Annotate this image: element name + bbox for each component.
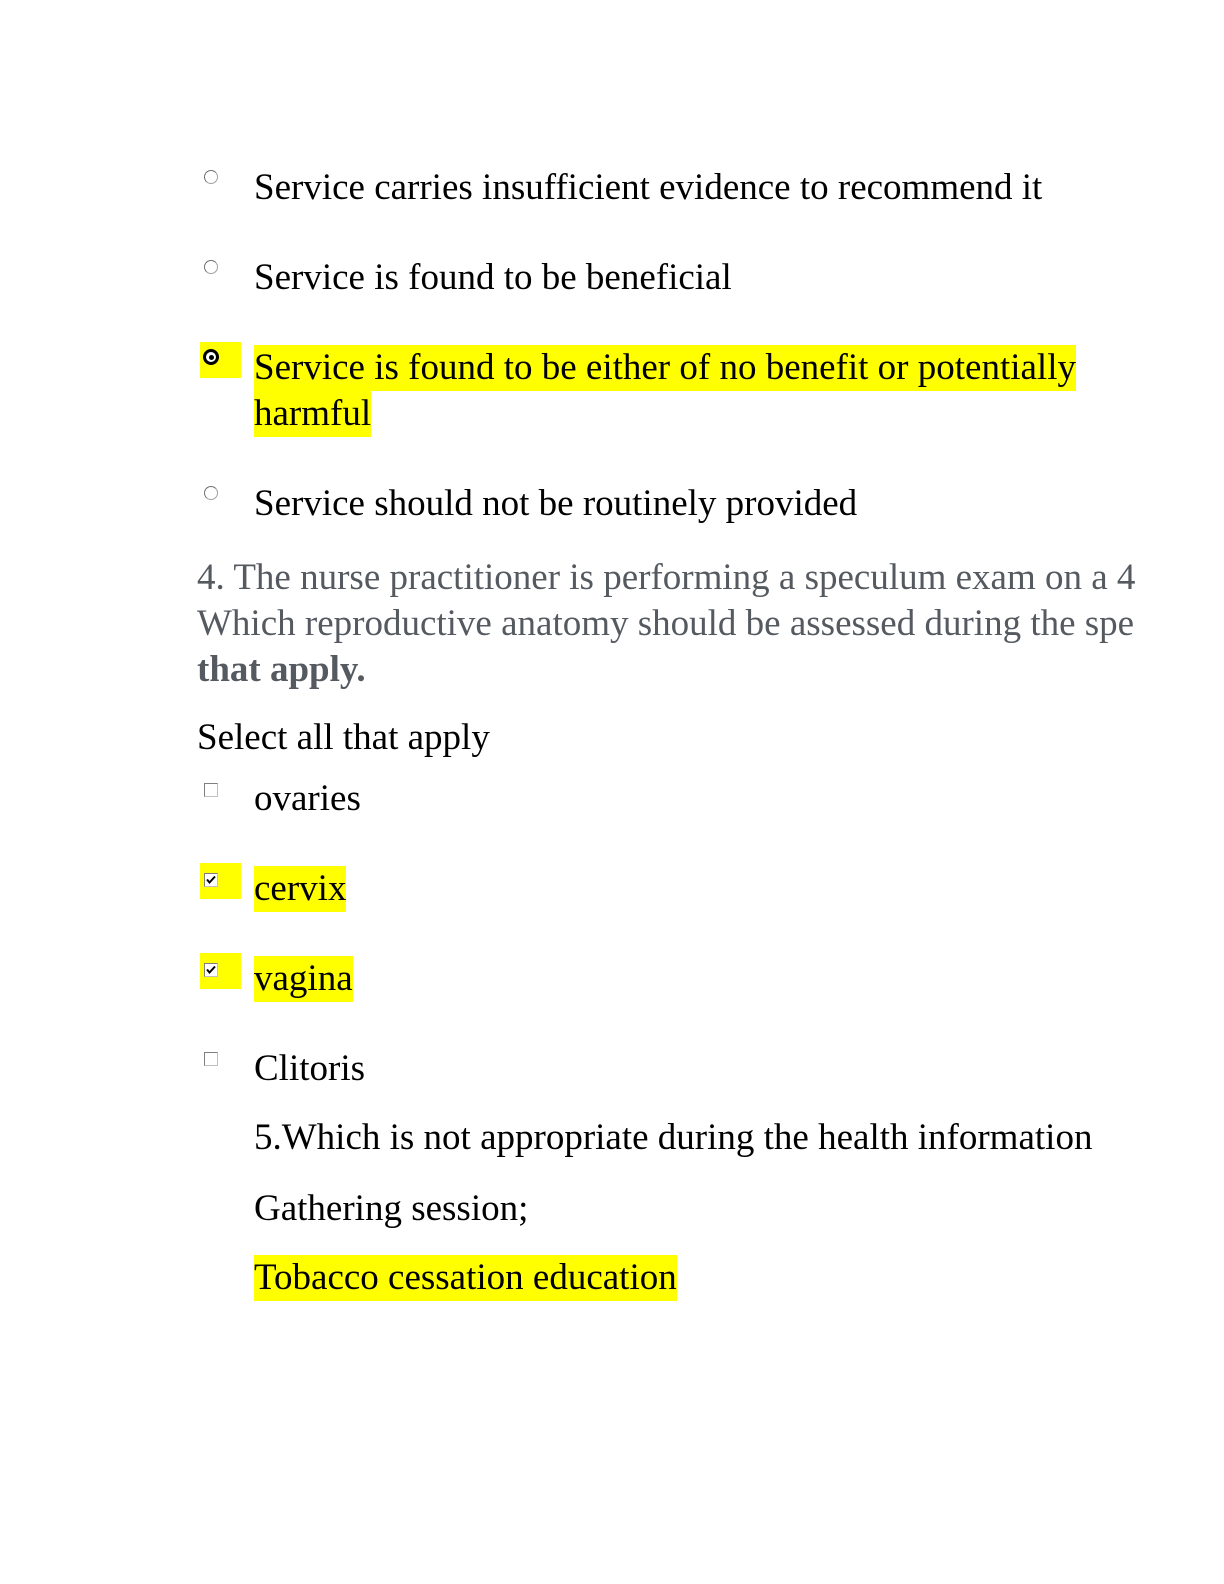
- question-5-line1: 5.Which is not appropriate during the health information: [254, 1117, 1093, 1158]
- option-label-line1: Service is found to be either of no benefit or potentially: [254, 345, 1076, 391]
- radio-selected-icon[interactable]: [204, 350, 218, 364]
- checkbox-icon[interactable]: [204, 1052, 218, 1066]
- checkbox-checked-icon[interactable]: [204, 873, 218, 887]
- option-label: ovaries: [254, 778, 361, 819]
- option-label: cervix: [254, 866, 346, 912]
- option-label: vagina: [254, 956, 353, 1002]
- option-label: Service carries insufficient evidence to recommend it: [254, 167, 1043, 208]
- question-4-line2: Which reproductive anatomy should be assessed during the spe: [197, 603, 1135, 644]
- option-label-line2: harmful: [254, 391, 371, 437]
- checkbox-icon[interactable]: [204, 783, 218, 797]
- question-4-line1: 4. The nurse practitioner is performing a speculum exam on a 4: [197, 557, 1136, 598]
- question-4-line3: that apply.: [197, 649, 366, 690]
- question-5-answer: Tobacco cessation education: [254, 1255, 677, 1301]
- checkbox-checked-icon[interactable]: [204, 963, 218, 977]
- option-label: Service is found to be beneficial: [254, 257, 732, 298]
- select-all-instruction: Select all that apply: [197, 717, 490, 758]
- option-label: Clitoris: [254, 1048, 366, 1089]
- radio-icon[interactable]: [204, 486, 218, 500]
- question-5-line2: Gathering session;: [254, 1188, 529, 1229]
- radio-icon[interactable]: [204, 170, 218, 184]
- option-label: Service should not be routinely provided: [254, 483, 858, 524]
- radio-icon[interactable]: [204, 260, 218, 274]
- question-4: [197, 555, 1224, 693]
